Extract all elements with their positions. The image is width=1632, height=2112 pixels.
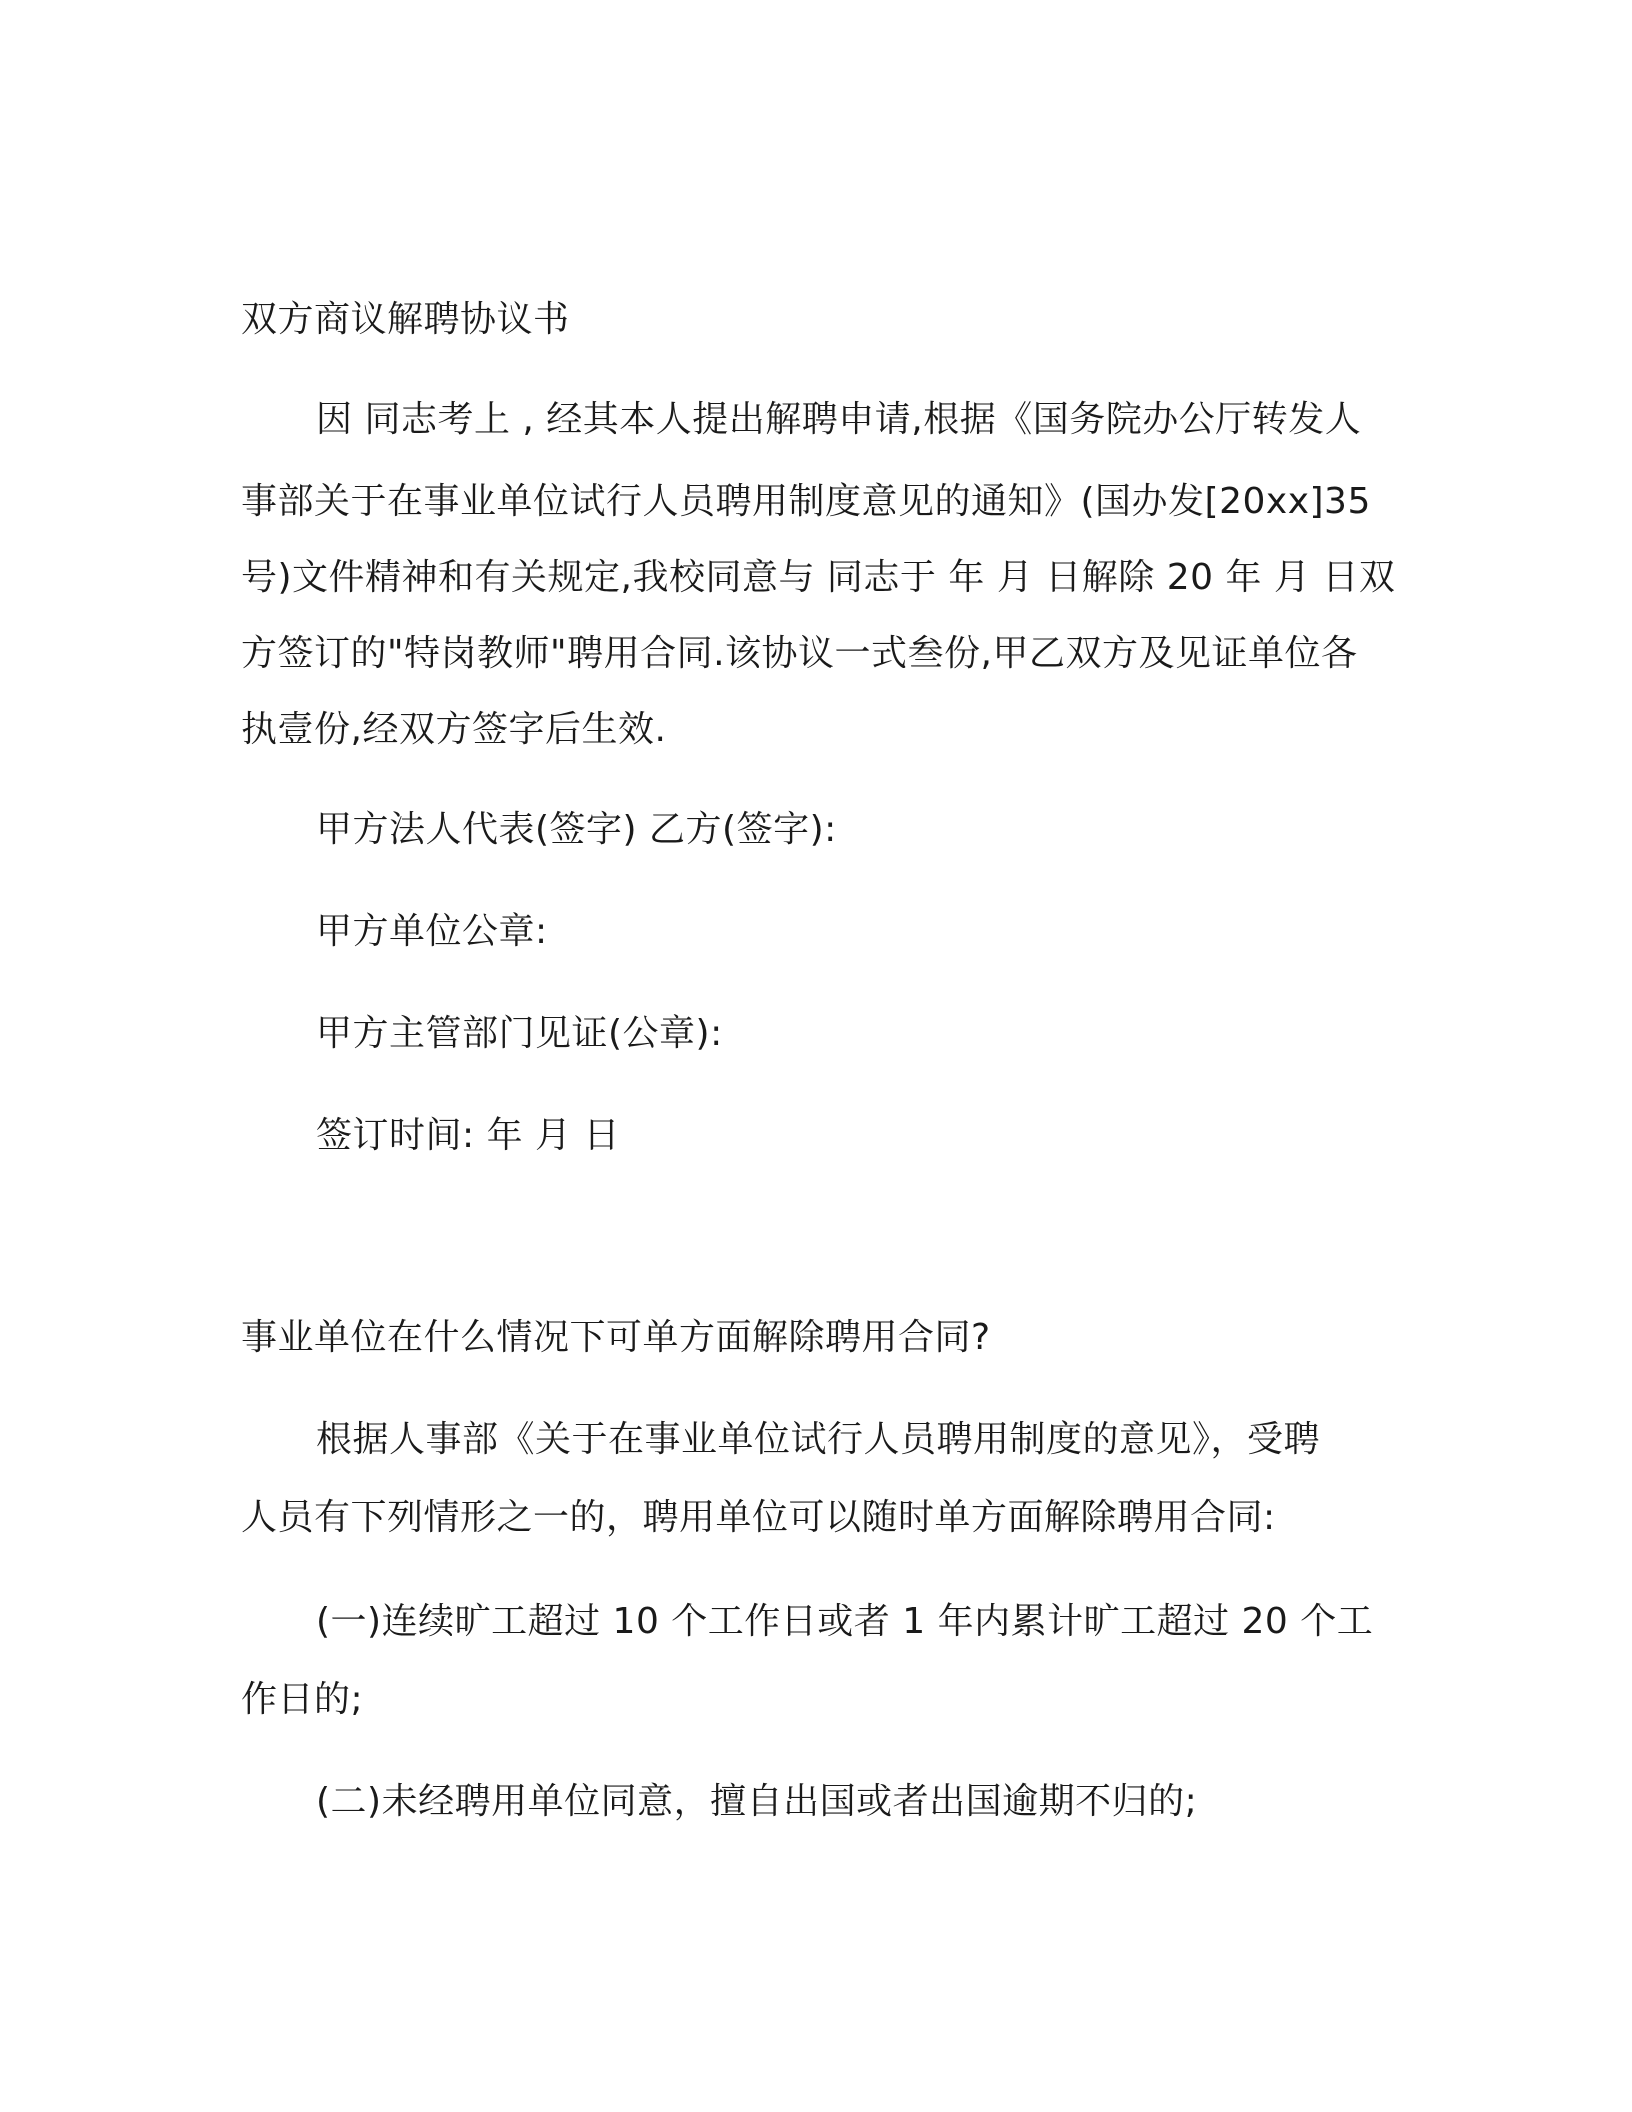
signature-line-supervisor-seal: 甲方主管部门见证(公章): [316, 1013, 723, 1054]
signature-line-representatives: 甲方法人代表(签字) 乙方(签字): [316, 809, 837, 850]
paragraph-line: 因 同志考上 , 经其本人提出解聘申请,根据《国务院办公厅转发人 [316, 399, 1362, 440]
paragraph-line: 执壹份,经双方签字后生效. [241, 709, 667, 750]
paragraph-line: 号)文件精神和有关规定,我校同意与 同志于 年 月 日解除 20 年 月 日双 [241, 557, 1396, 598]
section-title-question: 事业单位在什么情况下可单方面解除聘用合同? [241, 1317, 991, 1358]
list-item-one: (一)连续旷工超过 10 个工作日或者 1 年内累计旷工超过 20 个工 [316, 1601, 1374, 1642]
paragraph-line: 事部关于在事业单位试行人员聘用制度意见的通知》(国办发[20xx]35 [241, 481, 1371, 522]
section-title-agreement: 双方商议解聘协议书 [241, 299, 570, 340]
paragraph-line: 人员有下列情形之一的，聘用单位可以随时单方面解除聘用合同: [241, 1497, 1276, 1538]
list-item-one-continued: 作日的; [241, 1679, 364, 1720]
signature-line-unit-seal: 甲方单位公章: [316, 911, 548, 952]
paragraph-line: 方签订的"特岗教师"聘用合同.该协议一式叁份,甲乙双方及见证单位各 [241, 633, 1358, 674]
paragraph-line: 根据人事部《关于在事业单位试行人员聘用制度的意见》，受聘 [316, 1419, 1321, 1460]
signature-line-date: 签订时间: 年 月 日 [316, 1115, 620, 1156]
list-item-two: (二)未经聘用单位同意，擅自出国或者出国逾期不归的; [316, 1781, 1198, 1822]
